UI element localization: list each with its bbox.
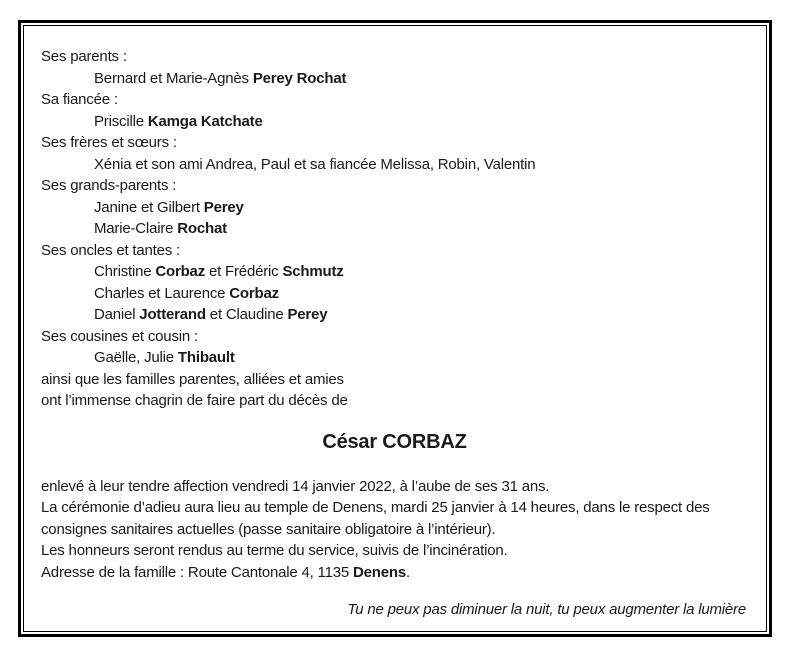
- family-line: [41, 175, 748, 197]
- family-line-text: ainsi que les familles parentes, alliées et amies: [41, 370, 344, 388]
- family-line-text: Ses oncles et tantes :: [41, 241, 181, 259]
- family-line: [41, 111, 748, 133]
- family-line: [41, 154, 748, 176]
- family-line: [41, 240, 748, 262]
- family-line-text: Ses grands-parents :: [41, 177, 177, 194]
- family-line-text: ont l’immense chagrin de faire part du décès de: [41, 392, 348, 409]
- announcement-bold: Denens: [353, 563, 406, 581]
- deceased-name: César CORBAZ: [322, 430, 467, 453]
- family-line: [41, 390, 748, 412]
- family-surname-bold: Corbaz: [155, 263, 205, 280]
- family-line: [41, 283, 748, 305]
- family-line: [41, 347, 748, 369]
- family-surname-bold: Jotterand: [139, 306, 206, 323]
- document-border: [18, 20, 772, 637]
- family-line: [41, 304, 748, 326]
- family-line: [41, 89, 748, 111]
- family-line-text: Janine et Gilbert: [94, 198, 204, 216]
- family-line-text: Priscille: [94, 112, 148, 130]
- announcement-text: Les honneurs seront rendus au terme du service, suivis de l’incinération.: [41, 542, 508, 559]
- family-surname-bold: Schmutz: [282, 263, 344, 280]
- family-list: [41, 46, 748, 412]
- family-line-text: Bernard et Marie-Agnès: [94, 69, 253, 87]
- family-line-text: Ses frères et sœurs :: [41, 134, 177, 151]
- family-surname-bold: Corbaz: [229, 284, 279, 302]
- announcement-text: .: [406, 563, 410, 581]
- announcement-paragraph: [41, 497, 748, 540]
- announcement-paragraph: [41, 476, 748, 498]
- announcement-paragraph: [41, 562, 748, 584]
- family-surname-bold: Kamga Katchate: [147, 112, 263, 130]
- announcement-paragraphs: [41, 476, 748, 584]
- family-surname-bold: Rochat: [177, 220, 227, 237]
- family-line-text: et Frédéric: [205, 263, 283, 280]
- family-line-text: Charles et Laurence: [94, 284, 230, 302]
- family-line-text: et Claudine: [205, 306, 288, 323]
- announcement-text: La cérémonie d’adieu aura lieu au temple de Denens, mardi 25 janvier à 14 heures, dans le respect des consignes sanitaires actuelles (passe sanitaire obligatoire à l’intérieur).: [41, 499, 710, 538]
- family-surname-bold: Perey: [203, 198, 244, 216]
- family-line: [41, 218, 748, 240]
- family-line-text: Ses cousines et cousin :: [41, 327, 198, 345]
- family-line: [41, 46, 748, 68]
- family-line-text: Christine: [94, 263, 156, 280]
- family-line-text: Marie-Claire: [94, 220, 178, 237]
- family-line: [41, 326, 748, 348]
- announcement-text: enlevé à leur tendre affection vendredi 14 janvier 2022, à l’aube de ses 31 ans.: [41, 477, 550, 495]
- family-line: [41, 132, 748, 154]
- family-line-text: Ses parents :: [41, 48, 127, 65]
- family-line: [41, 369, 748, 391]
- family-line-text: Gaëlle, Julie: [94, 349, 178, 366]
- family-surname-bold: Thibault: [177, 349, 235, 366]
- family-line: [41, 261, 748, 283]
- closing-quote: Tu ne peux pas diminuer la nuit, tu peux augmenter la lumière: [347, 601, 746, 618]
- family-line-text: Xénia et son ami Andrea, Paul et sa fiancée Melissa, Robin, Valentin: [94, 155, 536, 173]
- announcement-text: Adresse de la famille : Route Cantonale 4, 1135: [41, 563, 353, 581]
- obituary-document: [23, 25, 767, 632]
- family-surname-bold: Perey: [287, 306, 328, 323]
- family-line-text: Daniel: [94, 306, 140, 323]
- announcement-paragraph: [41, 540, 748, 562]
- family-surname-bold: Perey Rochat: [252, 69, 347, 87]
- family-line-text: Sa fiancée :: [41, 91, 118, 108]
- family-line: [41, 197, 748, 219]
- family-line: [41, 68, 748, 90]
